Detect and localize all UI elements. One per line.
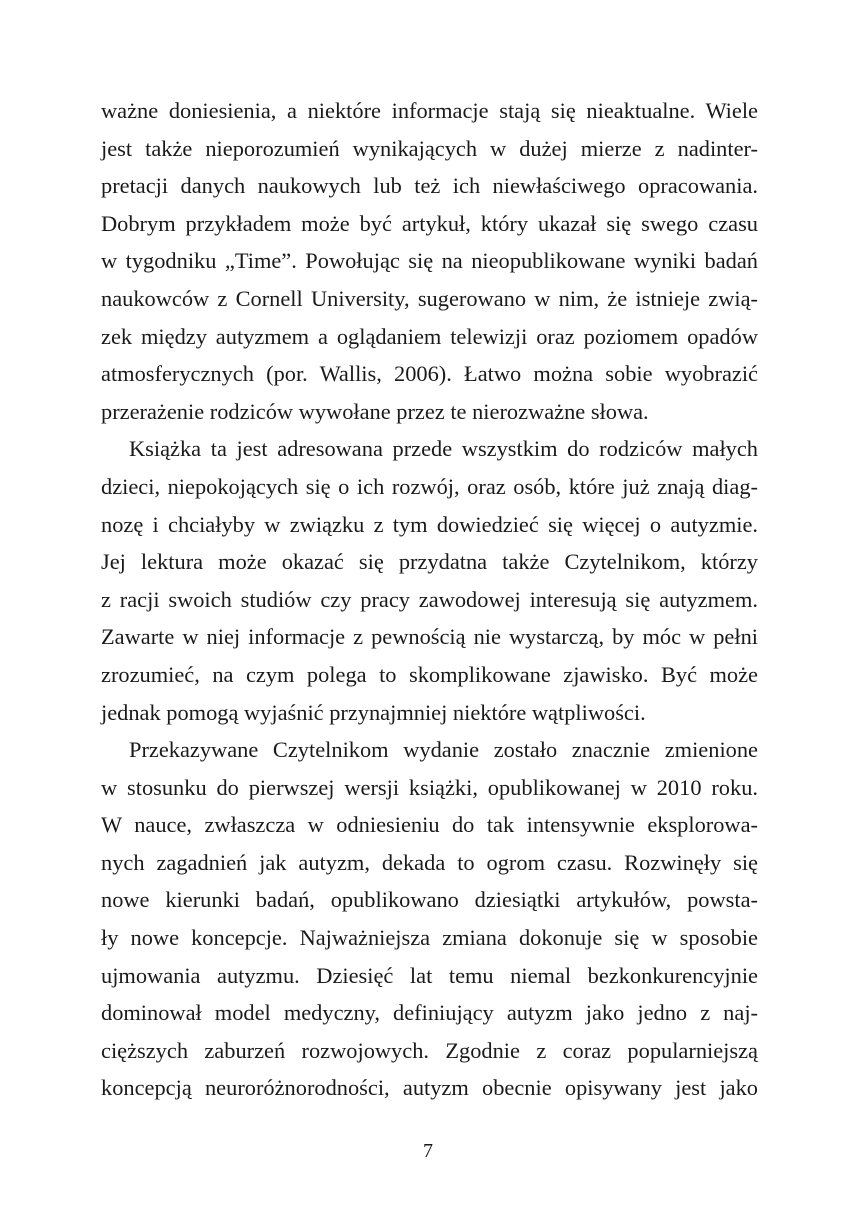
text-line: atmosferycznych (por. Wallis, 2006). Łatwo można sobie wyobrazić xyxy=(101,361,758,387)
text-line: W nauce, zwłaszcza w odniesieniu do tak intensywnie eksplorowa- xyxy=(101,812,758,838)
text-line: cięższych zaburzeń rozwojowych. Zgodnie z coraz popularniejszą xyxy=(101,1037,758,1063)
text-line: przerażenie rodziców wywołane przez te nierozważne słowa. xyxy=(101,398,649,424)
text-line: ważne doniesienia, a niektóre informacje stają się nieaktualne. Wiele xyxy=(101,98,758,123)
text-line: dominował model medyczny, definiujący autyzm jako jedno z naj- xyxy=(101,1000,758,1026)
text-line: Dobrym przykładem może być artykuł, który ukazał się swego czasu xyxy=(101,210,758,236)
page-number: 7 xyxy=(423,1140,433,1162)
paragraph-first-line: Książka ta jest adresowana przede wszystkim do rodziców małych xyxy=(129,436,758,462)
body-text xyxy=(101,92,758,1107)
text-line: zrozumieć, na czym polega to skomplikowane zjawisko. Być może xyxy=(101,661,758,687)
text-line: nozę i chciałyby w związku z tym dowiedzieć się więcej o autyzmie. xyxy=(101,511,758,537)
text-line: ły nowe koncepcje. Najważniejsza zmiana dokonuje się w sposobie xyxy=(101,925,758,951)
text-line: Zawarte w niej informacje z pewnością nie wystarczą, by móc w pełni xyxy=(101,624,758,650)
text-line: zek między autyzmem a oglądaniem telewizji oraz poziomem opadów xyxy=(101,323,758,349)
text-line: Jej lektura może okazać się przydatna także Czytelnikom, którzy xyxy=(101,549,758,575)
paragraph-first-line: Przekazywane Czytelnikom wydanie zostało znacznie zmienione xyxy=(129,737,758,763)
text-line: w tygodniku „Time”. Powołując się na nieopublikowane wyniki badań xyxy=(101,248,758,274)
text-line: z racji swoich studiów czy pracy zawodowej interesują się autyzmem. xyxy=(101,586,758,612)
text-line: jednak pomogą wyjaśnić przynajmniej niektóre wątpliwości. xyxy=(101,699,646,725)
text-line: koncepcją neuroróżnorodności, autyzm obecnie opisywany jest jako xyxy=(101,1075,758,1101)
text-line: jest także nieporozumień wynikających w dużej mierze z nadinter- xyxy=(101,135,758,161)
text-line: nych zagadnień jak autyzm, dekada to ogrom czasu. Rozwinęły się xyxy=(101,849,758,875)
text-line: nowe kierunki badań, opublikowano dziesiątki artykułów, powsta- xyxy=(101,887,758,913)
text-line: dzieci, niepokojących się o ich rozwój, oraz osób, które już znają diag- xyxy=(101,473,758,499)
text-line: pretacji danych naukowych lub też ich niewłaściwego opracowania. xyxy=(101,173,758,199)
text-line: w stosunku do pierwszej wersji książki, opublikowanej w 2010 roku. xyxy=(101,774,758,800)
text-line: naukowców z Cornell University, sugerowano w nim, że istnieje zwią- xyxy=(101,285,758,311)
text-line: ujmowania autyzmu. Dziesięć lat temu niemal bezkonkurencyjnie xyxy=(101,962,758,988)
